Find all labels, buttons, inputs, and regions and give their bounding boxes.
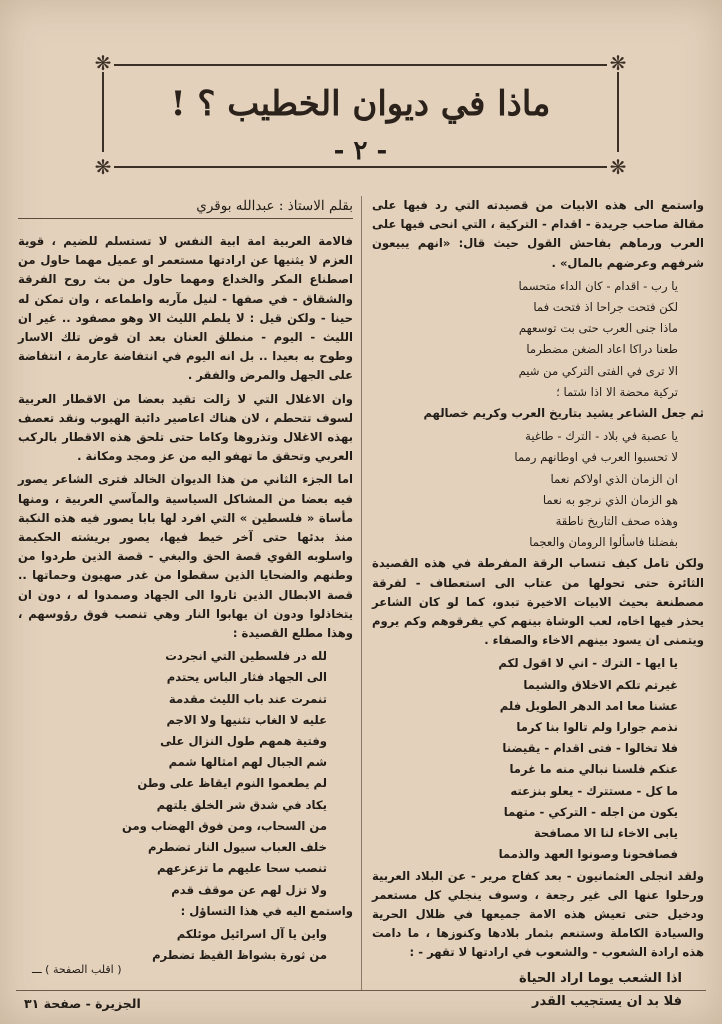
paragraph: ولكن تامل كيف تنساب الرقة المفرطة في هذه القصيدة الثائرة حتى تحولها من عتاب الى استعطاف - لفرقة مصطنعة بحيث الابيات الاخيرة تبدو، كما لو كان الشاعر يحذر فيها اخاه، لعب الوشاة بينهم كي يفرقوهم وكم يروم ويتمنى ان يسود بينهم الاخاء والصفاء . [372,556,704,648]
verse-line: يا ايها - الترك - اني لا اقول لكم [498,656,678,671]
verse-line: عشنا معا امد الدهر الطويل فلم [499,698,678,713]
part-number: - ٢ - [333,136,388,166]
paragraph: ولقد انجلى العثمانيون - بعد كفاح مرير - عن البلاد العربية ورحلوا عنها الى غير رجعة ، وسوف ينجلي كل مستعمر ودخيل حتى تعيش هذه الامة جميعها في ظلال الحرية والسيادة الكاملة وستنعم بثمار بلادها وكنوزها ، ما دامت هذه ارادة الشعوب - والشعوب في ارادتها لا تقهر - : [372,868,704,960]
verse-line: من ثورة بشواظ القيظ تضطرم [152,948,327,963]
title-frame [88,42,633,182]
verse-block [18,925,353,965]
verse-line: ماذا جنى العرب حتى بت توسعهم [518,321,678,336]
corner-ornament-icon: ❋ [94,51,112,75]
article-title: ماذا في ديوان الخطيب ؟ ! [170,84,551,124]
verse-line: لله در فلسطين التي انجردت [165,649,327,664]
verse-line: يكاد في شدق شر الخلق يلتهم [156,797,327,812]
left-column [18,232,353,967]
paragraph: ثم جعل الشاعر يشيد بتاريخ العرب وكريم خصالهم [423,406,704,421]
verse-line: وفتية همهم طول النزال على [160,734,327,749]
verse-line: يا عصبة في بلاد - الترك - طاغية [525,429,678,444]
verse-line: واين يا آل اسرائيل موئلكم [176,926,327,941]
verse-line: يا رب - اقدام - كان الداء متحسما [518,278,678,293]
verse-line: ما كل - مستترك - يعلو بنزعته [510,783,678,798]
verse-line: هو الزمان الذي نرجو به نعما [542,492,678,507]
verse-block [372,427,704,552]
corner-ornament-icon: ❋ [609,155,627,179]
verse-line: فلا تخالوا - فتى اقدام - يقيضنا [502,741,678,756]
paragraph: واستمع الى هذه الابيات من قصيدته التي رد فيها على مقالة صاحب جريدة - اقدام - التركية ، التي انحى فيها على العرب ورماهم بفاحش القول حيث قال: «انهم يبيعون شرفهم وعرضهم بالمال» . [372,198,704,270]
verse-line: يابى الاخاء لنا الا مصافحة [533,826,678,841]
verse-line: خلف العباب سيول النار تضطرم [148,840,327,855]
verse-line: ان الزمان الذي اولاكم نعما [550,471,678,486]
verse-line: عنكم فلسنا نبالي منه ما غرما [509,762,678,777]
verse-line: وهذه صحف التاريخ ناطقة [555,514,678,529]
verse-line: الا ترى في الفتى التركي من شيم [518,363,678,378]
verse-line: تركية محضة الا اذا شتما ؛ [556,384,678,399]
corner-ornament-icon: ❋ [94,155,112,179]
verse-line: عليه لا الغاب تثنيها ولا الاجم [166,712,327,727]
verse-line: طعنا دراكا اعاد الضغن مضطرما [526,342,678,357]
verse-line: لكن فتحت جراحا اذ فتحت فما [533,300,678,315]
frame-rule-top [114,64,607,66]
verse-line: فلا بد ان يستجيب القدر [532,993,682,1009]
paragraph: اما الجزء الثاني من هذا الديوان الخالد فترى الشاعر يصور فيه بعضا من المشاكل السياسية والمآسي العربية ، ومنها مأساة « فلسطين » التي افرد لها بابا يصور فيه هذه النكبة منذ بدئها حتى آخر خيط فيها، يصور بريشته الحكيمة واسلوبه القوي قصة الحق والبغي - قصة الذين طردوا من وطنهم والضحايا الذين سقطوا من غدر صهيون وحماتها .. قصة الابطال الذين ثاروا الى الجهاد وصمدوا له ، دون ان يتخاذلوا ودون ان يهابوا النار وهي تنصب فوق رؤوسهم ، وهذا مطلع القصيدة : [18,472,353,641]
verse-line: ولا تزل لهم عن موقف قدم [171,882,327,897]
verse-line: بفضلنا فاسألوا الرومان والعجما [529,535,678,550]
verse-line: فصافحونا وصونوا العهد والذمما [498,847,678,862]
frame-rule-bottom [114,166,607,168]
footer-rule [16,990,706,991]
paragraph: واستمع اليه في هذا التساؤل : [180,903,353,918]
verse-block [372,277,704,402]
verse-line: الى الجهاد فثار الباس يحتدم [166,670,327,685]
byline: بقلم الاستاذ : عبدالله بوقري [18,198,353,219]
verse-line: غيرتم تلكم الاخلاق والشيما [523,677,678,692]
corner-ornament-icon: ❋ [609,51,627,75]
verse-line: تنمرت عند باب الليث مقدمة [168,691,327,706]
paragraph: وان الاغلال التي لا زالت تقيد بعضا من الاقطار العربية لسوف تتحطم ، لان هناك اعاصير دائبة الهبوب ونقد تعصف بهذه الاغلال وتذروها وكاما حتى تلحق هذه الاقطار بالركب العربي وتحقق ما تهفو اليه من عز ومجد ومكانة . [18,391,353,464]
verse-line: نذمم جوارا ولم تالوا بنا كرما [516,720,678,735]
column-divider [361,196,362,991]
page-footer: الجزيرة - صفحة ٣١ [24,996,141,1011]
verse-block [372,654,704,864]
verse-line: لم يطعموا النوم ايقاظ على وطن [137,776,327,791]
verse-block [18,647,353,899]
paragraph: فالامة العربية امة ابية النفس لا تستسلم للضيم ، قوية العزم لا يثنيها عن ارادتها مستعمر او عميل مهما حاول من اصطناع المكر والخداع ومهما حاول من بث روح الفرقة والشقاق - في صفها - لنيل مآربه واطماعه ، وان تمكن له حينا - ولكن قيل : لا يلطم الليث الا وهو مصفود .. غير ان الليث - اليوم - منطلق العنان بعد ان قوض تلك الاسار وطوح به بعيدا .. بل انه اليوم في انتفاضة عارمة ، انتفاضة على الجهل والمرض والفقر . [18,234,353,383]
verse-line: يكون من اجله - التركي - متهما [503,804,678,819]
right-column [372,196,704,1013]
verse-line: لا تحسبوا العرب في اوطانهم رمما [514,450,678,465]
verse-line: شم الجبال لهم امثالها شمم [168,755,327,770]
turn-page-note: ( اقلب الصفحة ) ـــ [32,963,122,976]
verse-line: اذا الشعب يوما اراد الحياة [519,970,682,986]
verse-line: من السحاب، ومن فوق الهضاب ومن [122,818,327,833]
verse-line: تنصب سحا عليهم ما تزعزعهم [156,861,327,876]
